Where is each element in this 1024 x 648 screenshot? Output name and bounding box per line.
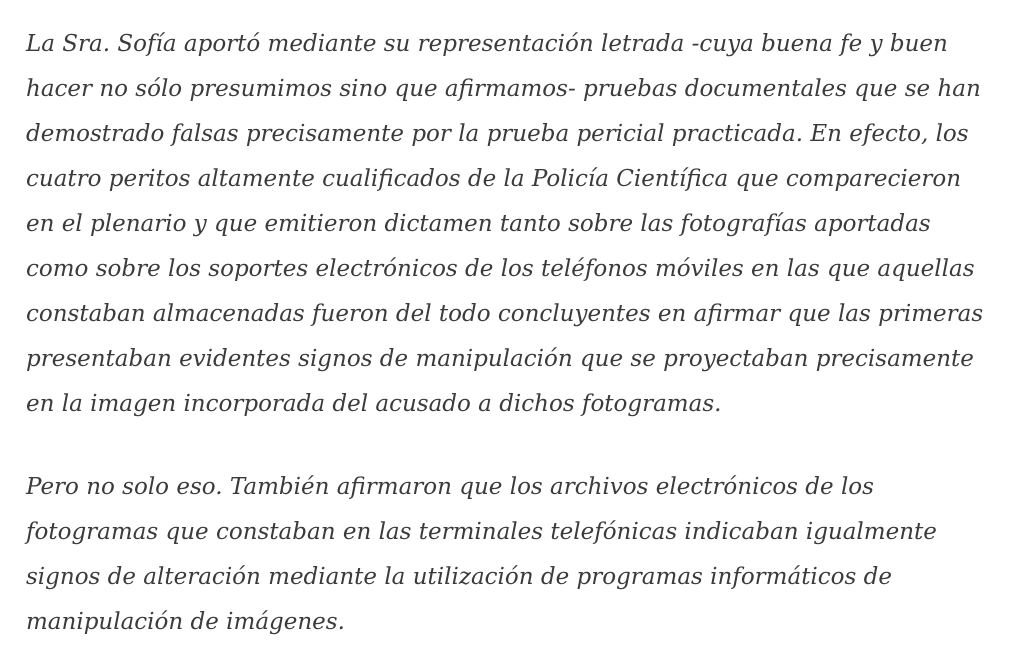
- text-line: en el plenario y que emitieron dictamen tanto sobre las fotografías aportadas: [26, 211, 931, 237]
- text-line: demostrado falsas precisamente por la prueba pericial practicada. En efecto, los: [26, 121, 969, 147]
- text-line: Pero no solo eso. También afirmaron que los archivos electrónicos de los: [26, 474, 874, 500]
- text-line: signos de alteración mediante la utilización de programas informáticos de: [26, 564, 892, 590]
- article-body: [26, 22, 1006, 645]
- text-line: presentaban evidentes signos de manipulación que se proyectaban precisamente: [26, 346, 974, 372]
- text-line: fotogramas que constaban en las terminales telefónicas indicaban igualmente: [26, 519, 937, 545]
- paragraph-spacer: [26, 427, 1006, 465]
- text-line: en la imagen incorporada del acusado a dichos fotogramas.: [26, 391, 722, 417]
- text-line: constaban almacenadas fueron del todo concluyentes en afirmar que las primeras: [26, 301, 984, 327]
- paragraph-1: [26, 22, 1006, 427]
- text-line: La Sra. Sofía aportó mediante su representación letrada -cuya buena fe y buen: [26, 31, 948, 57]
- text-line: cuatro peritos altamente cualificados de la Policía Científica que comparecieron: [26, 166, 962, 192]
- text-line: como sobre los soportes electrónicos de los teléfonos móviles en las que aquellas: [26, 256, 975, 282]
- text-line: hacer no sólo presumimos sino que afirmamos- pruebas documentales que se han: [26, 76, 981, 102]
- text-line: manipulación de imágenes.: [26, 609, 345, 635]
- paragraph-2: [26, 465, 1006, 645]
